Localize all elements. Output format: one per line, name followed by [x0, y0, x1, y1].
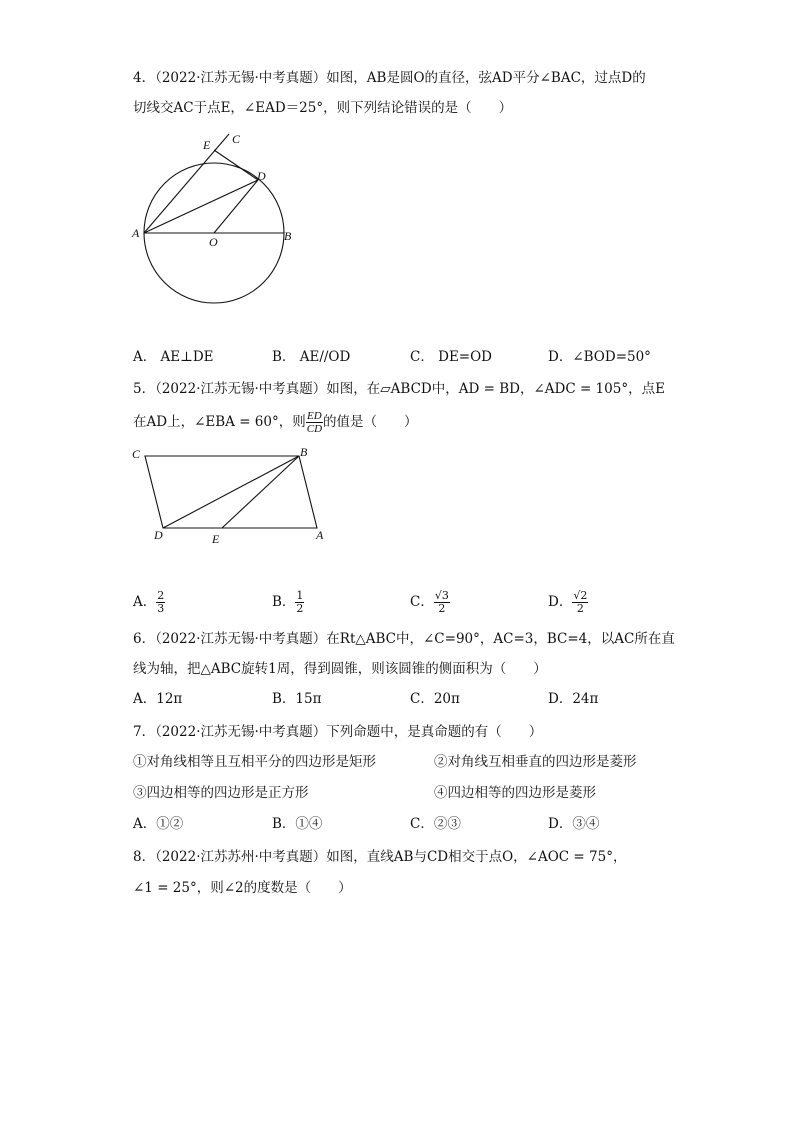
- q7-option-c: C．②③: [410, 816, 461, 832]
- q4-circle-figure: [125, 128, 305, 328]
- q6-option-d: D．24π: [548, 691, 599, 707]
- label-b: B: [284, 229, 292, 243]
- label-b: B: [300, 445, 308, 459]
- tangent-de: [214, 150, 258, 180]
- q6-option-c: C．20π: [410, 691, 460, 707]
- q6-option-b: B．15π: [272, 691, 322, 707]
- label-e: E: [212, 532, 220, 546]
- q5-option-d: D． $\frac{√2}{2}$: [548, 589, 588, 615]
- q4-option-c: C． DE=OD: [410, 349, 493, 365]
- q5-stem-fraction: $\frac{ED}{CD}$: [306, 410, 323, 435]
- q5-stem-line2: 在AD上，∠EBA = 60°，则 $\frac{ED}{CD}$ 的值是（ ）: [133, 410, 418, 435]
- q6-stem-line1: 6．（2022·江苏无锡·中考真题）在Rt△ABC中，∠C=90°，AC=3，BC=4，以AC所在直: [133, 631, 675, 647]
- q7-option-b: B．①④: [272, 816, 323, 832]
- q7-option-d: D．③④: [548, 816, 600, 832]
- q7-statement-1: ①对角线相等且互相平分的四边形是矩形: [133, 754, 376, 770]
- label-d: D: [154, 528, 163, 542]
- q4-option-b: B． AE//OD: [272, 349, 351, 365]
- label-c: C: [232, 132, 241, 146]
- segment-be: [222, 456, 299, 528]
- diagonal-bd: [163, 456, 299, 528]
- q6-option-a: A．12π: [133, 691, 183, 707]
- label-a: A: [316, 528, 324, 542]
- q7-statement-2: ②对角线互相垂直的四边形是菱形: [434, 754, 637, 770]
- q8-stem-line1: 8．（2022·江苏苏州·中考真题）如图，直线AB与CD相交于点O，∠AOC = 75°，: [133, 849, 627, 865]
- line-ac: [144, 134, 229, 233]
- q5-parallelogram-figure: [128, 444, 328, 549]
- q6-stem-line2: 线为轴，把△ABC旋转1周，得到圆锥，则该圆锥的侧面积为（ ）: [133, 661, 547, 677]
- radius-od: [214, 180, 258, 233]
- q7-stem-line1: 7．（2022·江苏无锡·中考真题）下列命题中，是真命题的有（ ）: [133, 724, 543, 740]
- label-e: E: [203, 138, 211, 152]
- label-o: O: [209, 235, 218, 249]
- q4-stem-line2: 切线交AC于点E，∠EAD＝25°，则下列结论错误的是（ ）: [133, 100, 513, 116]
- q5-stem-line1: 5．（2022·江苏无锡·中考真题）如图，在▱ABCD中，AD = BD，∠ADC = 105°，点E: [133, 381, 665, 397]
- q5-option-a: A． $\frac{2}{3}$: [133, 589, 165, 615]
- q4-stem-line1: 4．（2022·江苏无锡·中考真题）如图，AB是圆O的直径，弦AD平分∠BAC，过点D的: [133, 70, 646, 86]
- q4-option-d: D．∠BOD=50°: [548, 349, 651, 365]
- label-d: D: [257, 169, 266, 183]
- q8-stem-line2: ∠1 = 25°，则∠2的度数是（ ）: [133, 880, 352, 896]
- q7-statement-4: ④四边相等的四边形是菱形: [434, 785, 596, 801]
- label-a: A: [132, 226, 140, 240]
- q5-option-c: C． $\frac{√3}{2}$: [410, 589, 449, 615]
- q5-option-b: B． $\frac{1}{2}$: [272, 589, 304, 615]
- q7-statement-3: ③四边相等的四边形是正方形: [133, 785, 309, 801]
- label-c: C: [132, 447, 141, 461]
- q4-option-a: A． AE⊥DE: [133, 349, 214, 365]
- q7-option-a: A．①②: [133, 816, 184, 832]
